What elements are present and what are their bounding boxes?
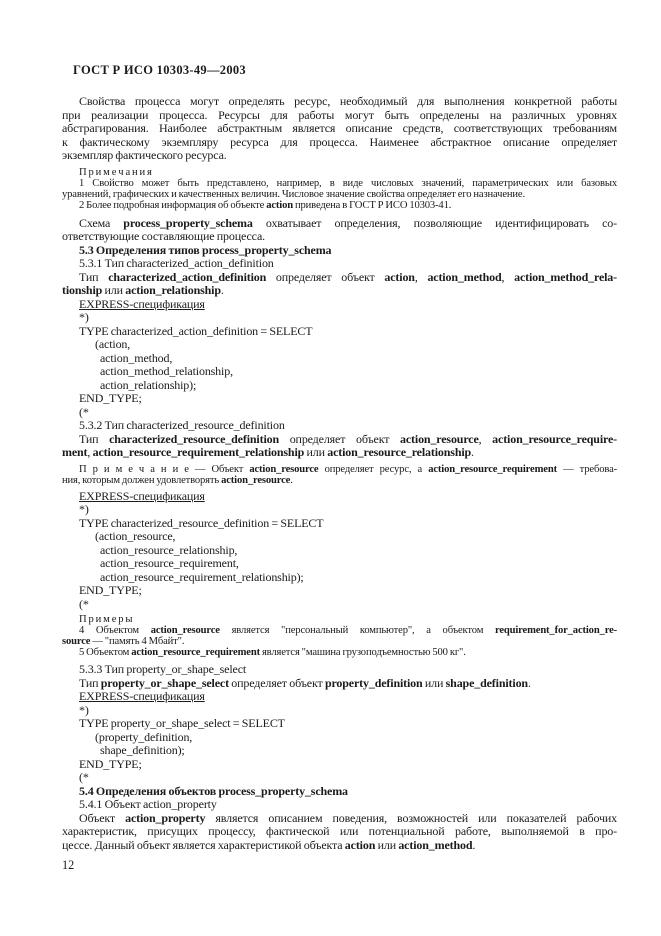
bold-term: action_resource_require- [492,431,617,446]
text-line [62,530,617,544]
text-line [62,446,617,460]
text-line [62,517,617,531]
text-line [62,257,617,271]
text-run: определяет объект [228,675,325,690]
text-line [62,419,617,433]
text-line [62,230,617,244]
text-run: — требова- [556,463,617,475]
bold-term: requirement_for_action_re- [494,625,617,636]
bold-term: action_method [427,269,502,284]
bold-term: characterized_action_definition [108,269,267,284]
text-run: П р и м е ч а н и я [79,166,152,178]
text-run: 5.3.1 Тип characterized_action_definition [79,256,274,270]
text-run: , [501,269,515,284]
text-run: П р и м е р ы [79,614,133,625]
text-run: *) [79,502,89,516]
text-run: Тип [79,431,110,446]
text-line [62,217,617,231]
text-run: (* [79,596,89,611]
bold-term: action_resource_requirement [428,463,557,475]
text-run: , [478,431,493,446]
text-line [62,663,617,677]
bold-term: tionship [62,283,103,297]
text-run: П р и м е ч а н и е — Объект [79,463,250,475]
text-line [62,825,617,839]
bold-term: shape_definition [445,675,528,690]
text-run: action_relationship); [100,377,197,392]
text-run: *) [79,702,89,717]
text-line [62,704,617,718]
text-run: является описанием поведения, возможностей или показателей рабочих [205,810,617,825]
text-run: (action_resource, [95,529,176,543]
text-run: цессе. Данный объект является характеристикой объекта [62,837,345,852]
text-run: END_TYPE; [79,391,142,405]
text-run: Схема [79,215,124,230]
text-run: или [422,675,446,690]
text-run: ответствующие составляющие процесса. [62,229,266,243]
text-run: к фактическому экземпляру ресурса для процесса. Наименее абстрактное описание определяет [62,134,617,149]
text-line [62,785,617,799]
text-line [62,475,617,486]
text-line [62,379,617,393]
text-run: (* [79,404,89,419]
text-line [62,189,617,200]
text-run: приведена в ГОСТ Р ИСО 10303-41. [292,199,452,211]
text-line [62,433,617,447]
bold-term: property_definition [324,675,423,690]
text-run: action_resource_requirement_relationship); [100,569,304,584]
bold-term: process_property_schema [123,215,253,230]
bold-term: source [62,636,91,647]
text-line [62,490,617,504]
bold-term: action_method [398,837,473,852]
text-run: экземпляр фактического ресурса. [62,148,227,162]
text-run: Тип [79,269,109,284]
text-line [62,771,617,785]
bold-term: property_or_shape_select [100,675,229,690]
text-line [62,109,617,123]
text-run: (* [79,770,89,784]
bold-term: action_property [125,810,206,825]
text-line [62,625,617,636]
bold-term: action_resource_requirement [131,647,260,658]
bold-term: action_resource_relationship [327,445,472,459]
text-run: определяет объект [279,431,401,446]
bold-term: action_resource [400,431,479,446]
text-run: , [414,269,428,284]
text-run: или [102,283,126,297]
text-run: , [87,445,93,459]
text-line [62,598,617,612]
text-line [62,325,617,339]
text-run: абстрагирования. Наиболее абстрактным является описание средств, соответствующих требованиям [62,121,617,135]
text-run: охватывает определения, позволяющие идентифицировать со- [252,215,617,230]
text-run: при реализации процесса. Ресурсы для работы могут быть определены на различных уровнях [62,107,617,122]
text-line [62,136,617,150]
text-line [62,149,617,163]
text-line [62,584,617,598]
bold-term: action_method_rela- [514,269,618,284]
text-line [62,311,617,325]
bold-term: action_resource [221,474,291,486]
underlined-term: EXPRESS-спецификация [79,296,205,311]
text-run: *) [79,310,89,324]
text-line [62,178,617,189]
bold-term: 5.3 Определения типов process_property_schema [79,242,332,257]
text-line [62,544,617,558]
text-line [62,392,617,406]
text-line [62,614,617,625]
text-run: или [375,837,399,852]
bold-term: ment [62,445,88,459]
text-run: 5.3.3 Тип property_or_shape_select [79,662,247,676]
text-run: END_TYPE; [79,756,142,771]
bold-term: action [384,269,415,284]
text-run: Объект [79,810,126,825]
bold-term: characterized_resource_definition [109,431,280,446]
text-run: END_TYPE; [79,583,142,597]
text-run: action_method, [100,350,173,365]
text-line [62,200,617,211]
text-line [62,167,617,178]
bold-term: action_resource [150,625,220,636]
text-run: ния, которым должен удовлетворять [62,474,222,486]
text-line [62,406,617,420]
text-run: action_resource_relationship, [100,542,238,557]
bold-term: action [266,199,293,211]
text-run: 5 Объектом [79,647,132,658]
text-run: (property_definition, [95,729,193,744]
underlined-term: EXPRESS-спецификация [79,488,205,503]
text-line [62,690,617,704]
text-run: (action, [95,337,131,351]
text-line [62,839,617,853]
text-line [62,636,617,647]
text-line [62,758,617,772]
text-line [62,812,617,826]
text-run: action_method_relationship, [100,364,233,378]
text-line [62,464,617,475]
text-run: характеристик, присущих процессу, фактической или потенциальной работе, выполняемой в про- [62,824,617,838]
text-run: определяет объект [266,269,385,284]
text-line [62,95,617,109]
text-run: TYPE characterized_action_definition = SELECT [79,323,313,338]
text-run: определяет ресурс, а [318,463,429,475]
bold-term: action [344,837,376,852]
text-run: 4 Объектом [79,625,151,636]
text-line [62,298,617,312]
text-line [62,744,617,758]
underlined-term: EXPRESS-спецификация [79,689,205,703]
bold-term: action_resource [249,463,319,475]
text-line [62,271,617,285]
text-line [62,352,617,366]
text-run: является "персональный компьютер", а объектом [219,625,495,636]
text-line [62,284,617,298]
text-line [62,244,617,258]
text-line [62,503,617,517]
text-run: — "память 4 Мбайт". [90,636,185,647]
text-line [62,338,617,352]
text-line [62,557,617,571]
text-run: 2 Более подробная информация об объекте [79,199,267,211]
text-run: TYPE characterized_resource_definition = SELECT [79,515,324,530]
text-line [62,677,617,691]
text-run: 5.4.1 Объект action_property [79,797,217,811]
text-run: action_resource_requirement, [100,556,239,570]
text-run: Свойства процесса могут определять ресурс, необходимый для выполнения конкретной работы [79,94,617,108]
text-line [62,647,617,658]
text-line [62,731,617,745]
text-line [62,571,617,585]
text-line [62,798,617,812]
text-run: . [471,445,474,459]
text-run: Тип [79,675,101,690]
bold-term: action_resource_requirement_relationship [92,445,305,459]
bold-term: action_relationship [125,283,221,297]
text-line [62,122,617,136]
page-number: 12 [62,858,75,872]
text-run: 1 Свойство может быть представлено, например, в виде числовых значений, параметрических или базовых [79,177,617,189]
text-run: . [290,474,293,486]
text-run: или [304,445,328,459]
text-run: является "машина грузоподъемностью 500 кг". [259,647,466,658]
text-run: . [472,837,476,852]
text-run: уравнений, графических и качественных величин. Числовое значение свойства определяет его назначение. [62,188,525,200]
text-run: 5.3.2 Тип characterized_resource_definition [79,418,285,432]
text-line [62,365,617,379]
text-run: TYPE property_or_shape_select = SELECT [79,716,285,730]
text-run: shape_definition); [100,743,185,757]
text-run: . [527,675,531,690]
running-header: ГОСТ Р ИСО 10303-49—2003 [73,63,246,77]
bold-term: 5.4 Определения объектов process_property_schema [79,783,348,798]
text-line [62,717,617,731]
text-run: . [220,283,224,297]
document-lines [62,95,617,852]
